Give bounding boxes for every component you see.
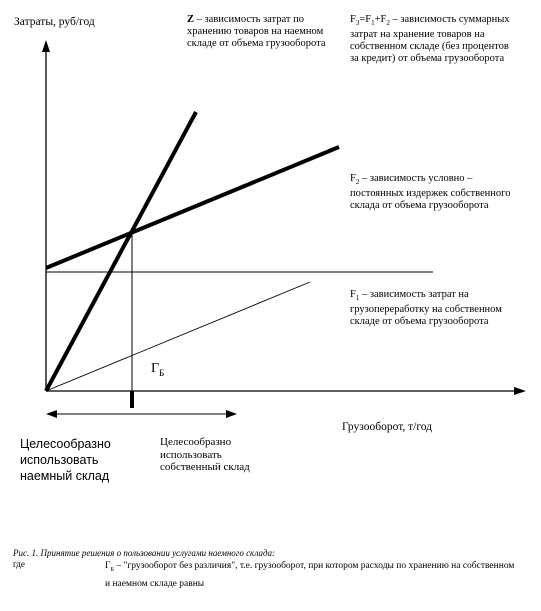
f3-symbol: F: [350, 14, 356, 25]
break-even-label: [151, 361, 164, 378]
f1-text: – зависимость затрат на грузопереработку на собственном складе от объема грузооборота: [350, 289, 502, 328]
f3-equals-f: =F: [359, 14, 372, 25]
f2-symbol: F: [350, 173, 356, 184]
f3-plus-f: +F: [374, 14, 387, 25]
definition-subscript: Б: [110, 566, 114, 573]
z-line: [46, 112, 196, 391]
break-even-symbol: Г: [151, 361, 160, 376]
x-axis-arrow: [514, 387, 526, 395]
y-axis-label: Затраты, руб/год: [14, 16, 95, 28]
f3-subscript: 3: [355, 19, 360, 28]
figure-caption: Рис. 1. Принятие решения о пользовании услугами наемного склада:: [13, 548, 276, 558]
f2-text: – зависимость условно – постоянных издержек собственного склада от объема грузооборота: [350, 173, 511, 212]
decision-rental-text: Целесообразно использовать наемный склад: [20, 437, 111, 483]
f2-description: [350, 173, 520, 212]
y-axis-arrow: [42, 40, 50, 52]
f2-subscript: 2: [355, 178, 360, 187]
f1-subscript: 1: [355, 294, 360, 303]
decision-own-text: Целесообразно использовать собственный склад: [160, 436, 250, 473]
break-even-subscript: Б: [159, 367, 165, 378]
f3-description: [350, 14, 515, 65]
f3-line: [46, 147, 339, 268]
f3-equation: [350, 14, 390, 28]
definition-text: – "грузооборот без различия", т.е. грузооборот, при котором расходы по хранению на собственном и наемном складе равны: [105, 561, 515, 589]
f3-text: – зависимость суммарных затрат на хранение товаров на собственном складе (без процентов за кредит) от объема грузооборота: [350, 14, 510, 65]
decision-arrow-left-head: [46, 410, 57, 418]
caption-definition: [105, 559, 515, 591]
f1-description: [350, 289, 510, 328]
f1-line: [46, 282, 310, 391]
z-description: [187, 14, 327, 50]
z-text: – зависимость затрат по хранению товаров на наемном складе от объема грузооборота: [187, 14, 326, 49]
f3-f2-subscript: 2: [386, 19, 390, 28]
caption-where: где: [13, 559, 25, 569]
z-symbol: Z: [187, 14, 195, 25]
decision-arrow-right-head: [226, 410, 237, 418]
x-axis-label: Грузооборот, т/год: [342, 421, 433, 433]
f1-symbol: F: [350, 289, 356, 300]
f3-f1-subscript: 1: [371, 19, 375, 28]
definition-symbol: Г: [105, 561, 111, 571]
